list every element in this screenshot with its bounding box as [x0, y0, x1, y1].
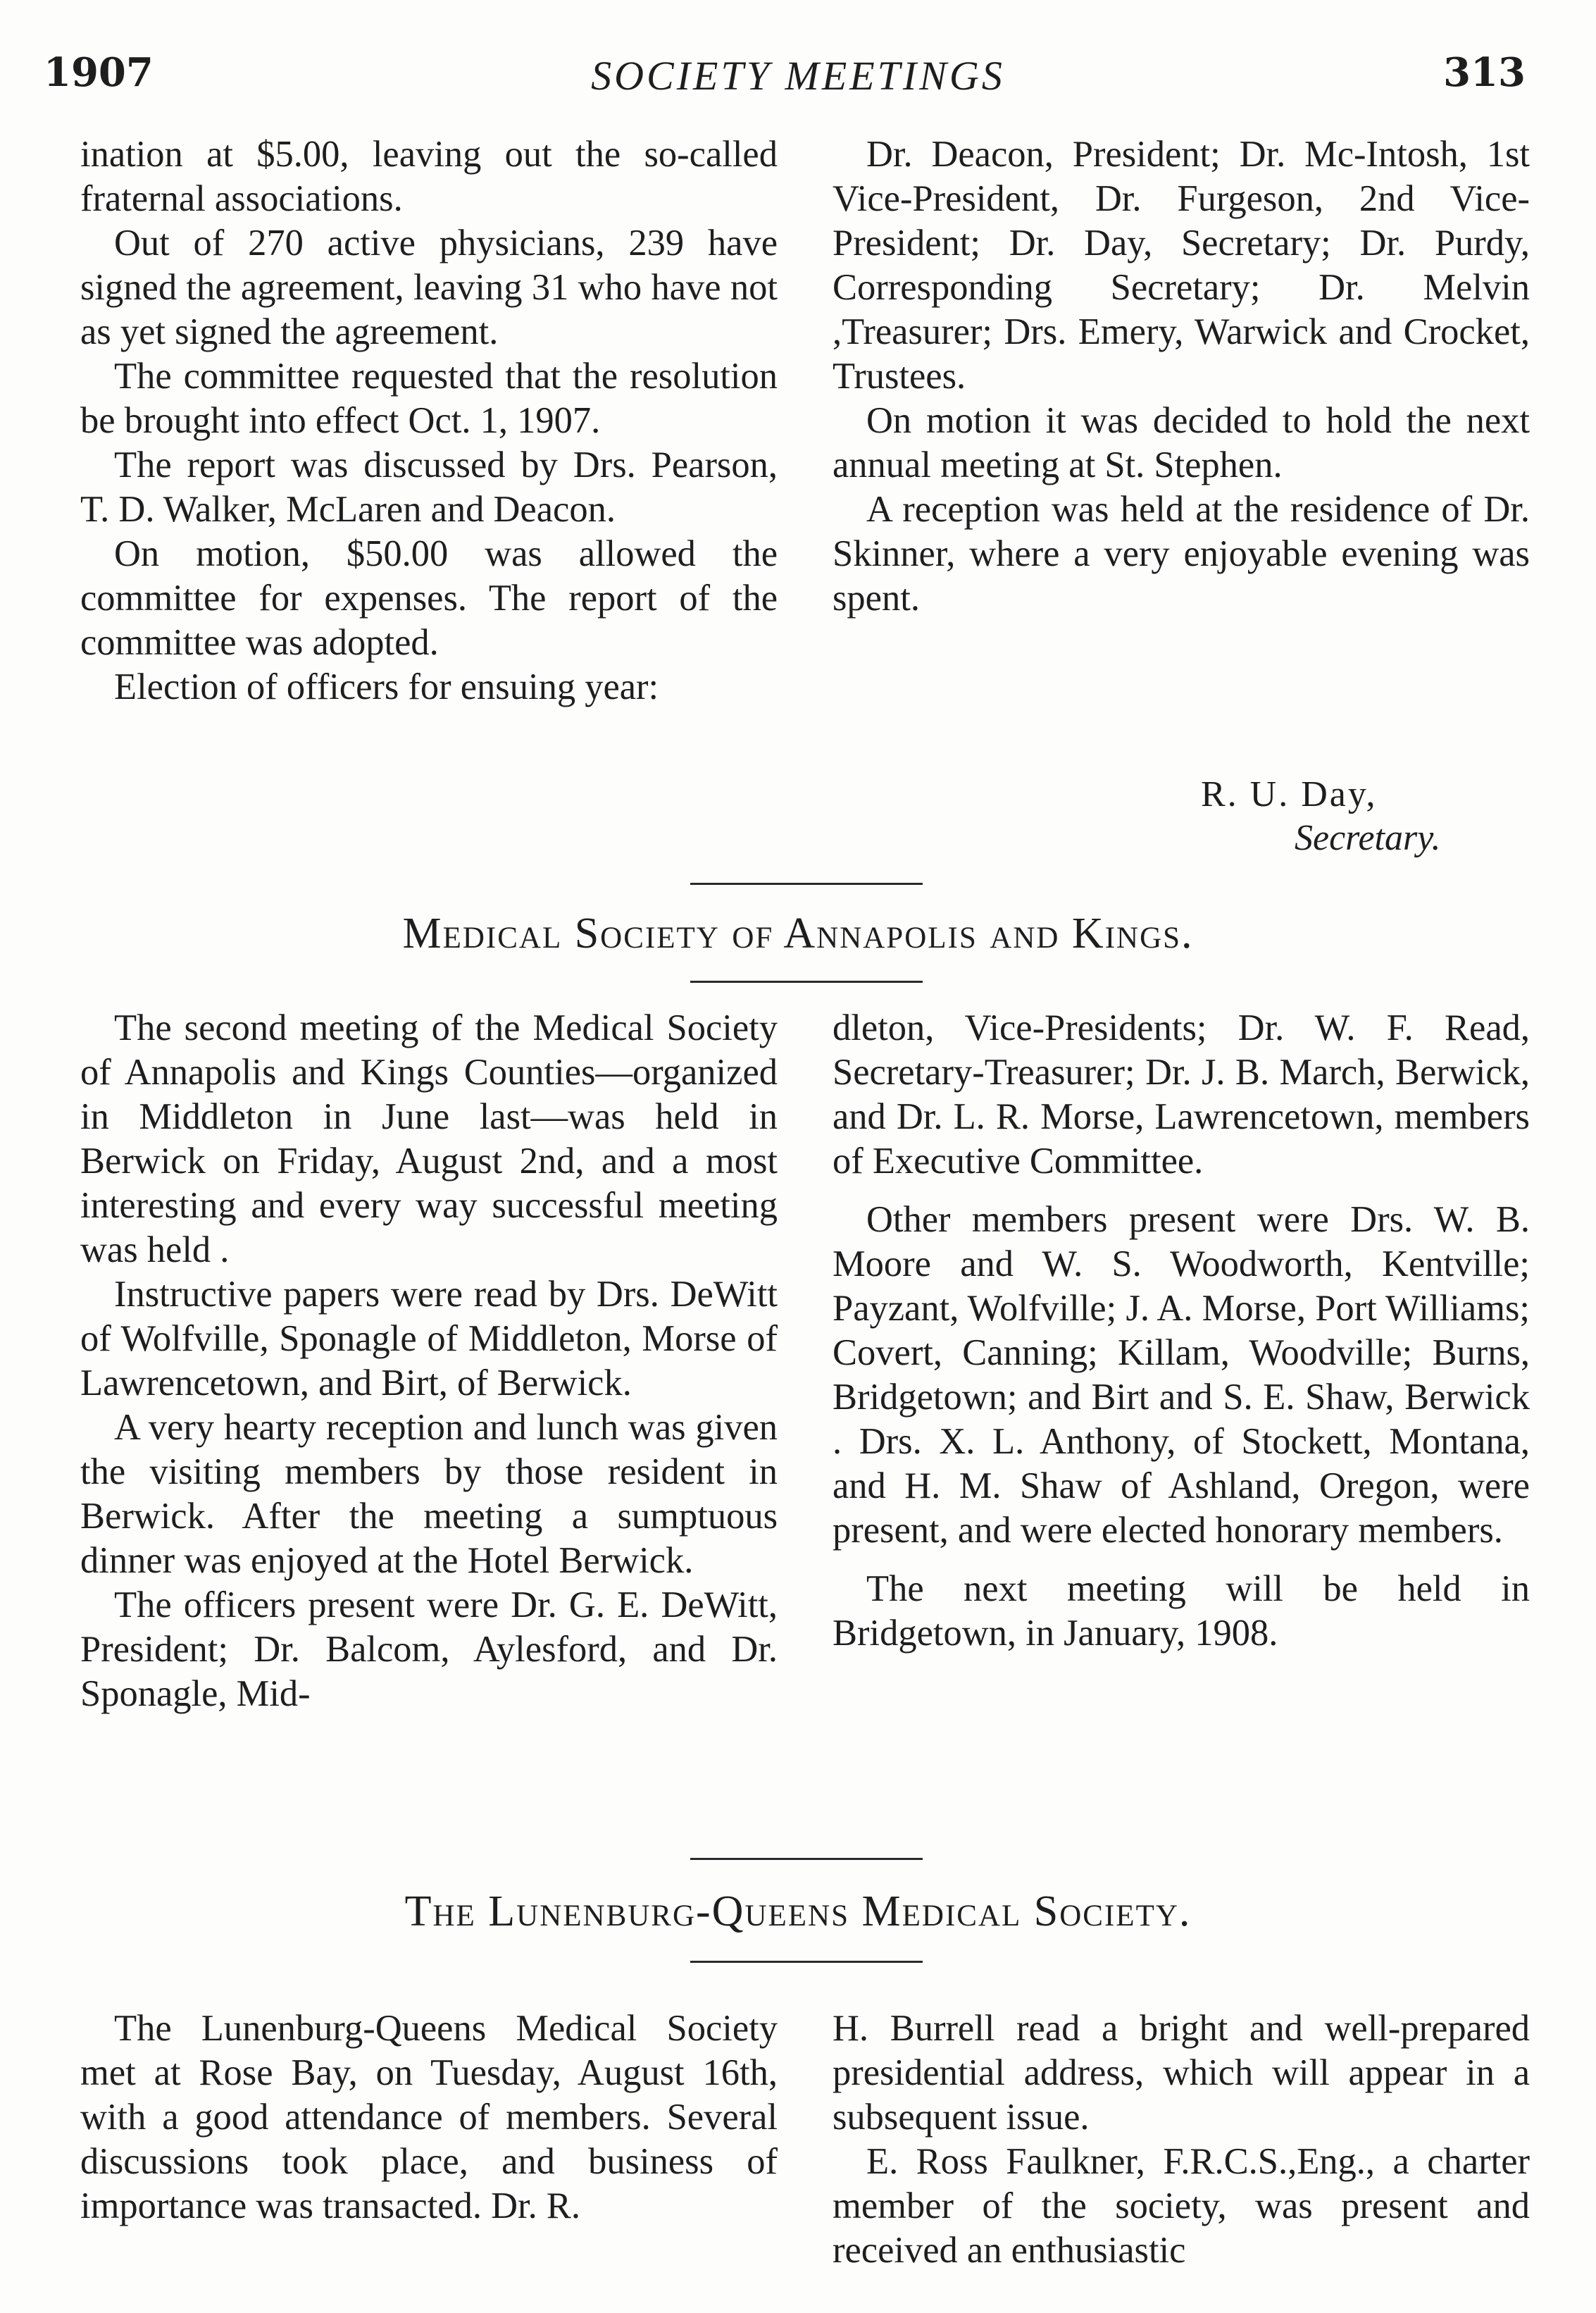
paragraph: Election of officers for ensuing year: [114, 666, 659, 707]
paragraph: A very hearty reception and lunch was given the visiting members by those resident in Berwick. After the meeting a sumptuous dinner was enjoyed at the Hotel Berwick. [80, 1407, 778, 1581]
section-heading-lunenburg: The Lunenburg-Queens Medical Society. [404, 1887, 1192, 1935]
signature-name: R. U. Day, [1201, 774, 1378, 814]
paragraph: ination at $5.00, leaving out the so-called fraternal associations. [80, 134, 778, 219]
paragraph: Out of 270 active physicians, 239 have signed the agreement, leaving 31 who have not as yet signed the agreement. [80, 223, 778, 352]
paragraph: The Lunenburg-Queens Medical Society met at Rose Bay, on Tuesday, August 16th, with a good attendance of members. Several discussions took place, and business of importance was transacted. Dr. R. [80, 2008, 778, 2226]
section3-right-column [833, 2007, 1530, 2273]
paragraph: Instructive papers were read by Drs. DeWitt of Wolfville, Sponagle of Middleton, Morse of Lawrencetown, and Birt, of Berwick. [80, 1274, 778, 1403]
paragraph: The next meeting will be held in Bridgetown, in January, 1908. [833, 1568, 1530, 1654]
paragraph: Other members present were Drs. W. B. Moore and W. S. Woodworth, Kentville; Payzant, Wolfville; J. A. Morse, Port Williams; Covert, Canning; Killam, Woodville; Burns, Bridgetown; and Birt and S. E. Shaw, Berwick . Drs. X. L. Anthony, of Stockett, Montana, and H. M. Shaw of Ashland, Oregon, were present, and were elected honorary members. [833, 1199, 1530, 1551]
section-divider [690, 883, 923, 885]
section3-left-column [80, 2007, 778, 2228]
paragraph: The report was discussed by Drs. Pearson, T. D. Walker, McLaren and Deacon. [80, 445, 778, 530]
running-title: SOCIETY MEETINGS [591, 53, 1005, 99]
paragraph: The committee requested that the resolution be brought into effect Oct. 1, 1907. [80, 356, 778, 441]
section2-left-column [80, 1006, 778, 1716]
section1-right-column [833, 132, 1530, 621]
paragraph: The second meeting of the Medical Society of Annapolis and Kings Counties—organized in Middleton in June last—was held in Berwick on Friday, August 2nd, and a most interesting and every way successful meeting was held . [80, 1007, 778, 1270]
section2-right-column [833, 1006, 1530, 1656]
paragraph: E. Ross Faulkner, F.R.C.S.,Eng., a charter member of the society, was present and received an enthusiastic [833, 2141, 1530, 2271]
paragraph: Dr. Deacon, President; Dr. Mc-Intosh, 1st Vice-President, Dr. Furgeson, 2nd Vice-President; Dr. Day, Secretary; Dr. Purdy, Corresponding Secretary; Dr. Melvin ,Treasurer; Drs. Emery, Warwick and Crocket, Trustees. [833, 134, 1530, 397]
paragraph: On motion, $50.00 was allowed the committee for expenses. The report of the committee was adopted. [80, 533, 778, 663]
page-year: 1907 [44, 49, 154, 96]
page-number: 313 [1443, 49, 1526, 96]
paragraph: A reception was held at the residence of Dr. Skinner, where a very enjoyable evening was spent. [833, 489, 1530, 619]
signature-title: Secretary. [1295, 818, 1441, 858]
section-divider [690, 1961, 923, 1963]
section-heading-annapolis: Medical Society of Annapolis and Kings. [402, 910, 1194, 957]
section-divider [690, 1858, 923, 1860]
section1-left-column [80, 132, 778, 709]
paragraph: On motion it was decided to hold the next annual meeting at St. Stephen. [833, 400, 1530, 485]
paragraph: The officers present were Dr. G. E. DeWitt, President; Dr. Balcom, Aylesford, and Dr. Sponagle, Mid- [80, 1585, 778, 1714]
paragraph: H. Burrell read a bright and well-prepared presidential address, which will appear in a subsequent issue. [833, 2008, 1530, 2138]
paragraph: dleton, Vice-Presidents; Dr. W. F. Read, Secretary-Treasurer; Dr. J. B. March, Berwick, and Dr. L. R. Morse, Lawrencetown, members of Executive Committee. [833, 1007, 1530, 1182]
section-divider [690, 981, 923, 983]
